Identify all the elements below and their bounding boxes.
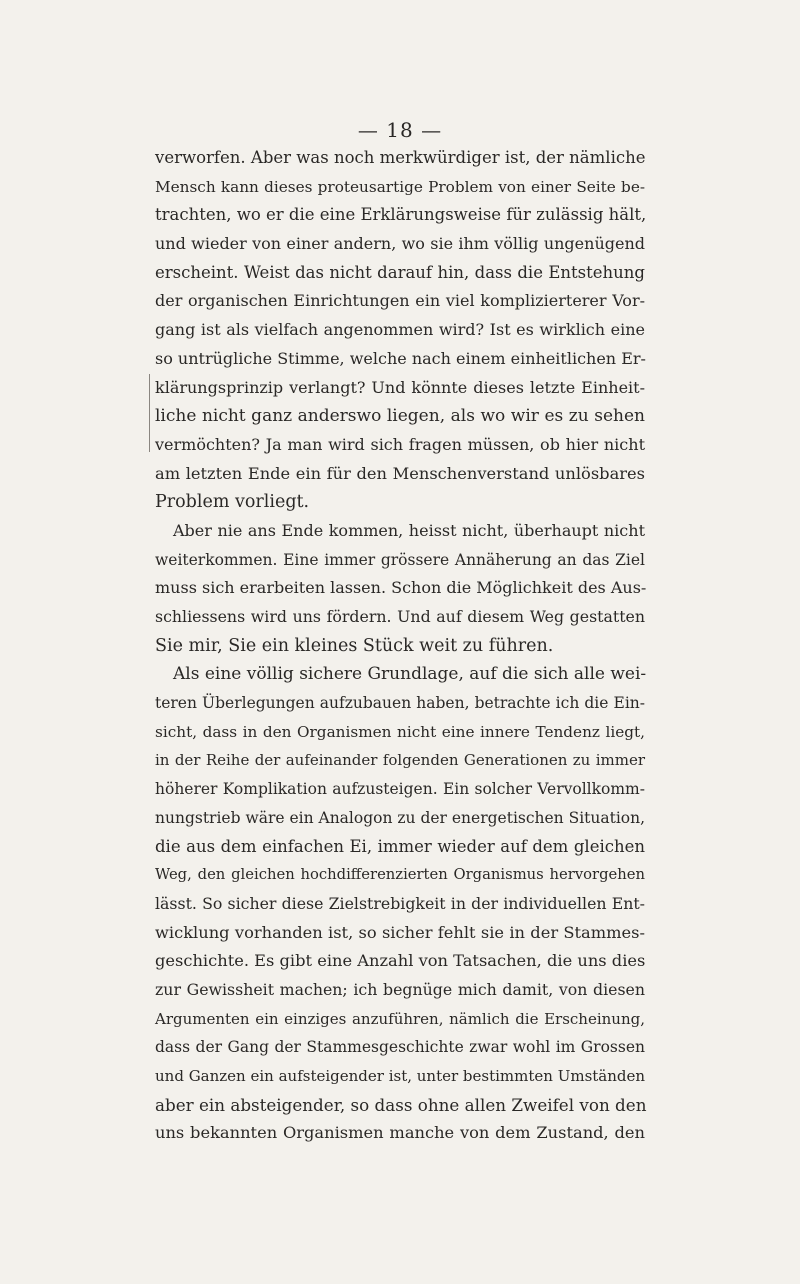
text-line: der organischen Einrichtungen ein viel komplizierterer Vor- xyxy=(155,291,645,311)
text-line: am letzten Ende ein für den Menschenverstand unlösbares xyxy=(155,463,645,483)
text-line: Argumenten ein einziges anzuführen, nämlich die Erscheinung, xyxy=(155,1009,645,1028)
text-line: höherer Komplikation aufzusteigen. Ein solcher Vervollkomm- xyxy=(155,780,645,799)
text-line: Weg, den gleichen hochdifferenzierten Organismus hervorgehen xyxy=(155,866,645,884)
text-line: die aus dem einfachen Ei, immer wieder auf dem gleichen xyxy=(155,836,645,856)
margin-pencil-mark xyxy=(149,374,150,452)
text-line: liche nicht ganz anderswo liegen, als wo wir es zu sehen xyxy=(155,406,645,427)
text-line: lässt. So sicher diese Zielstrebigkeit in der individuellen Ent- xyxy=(155,893,645,913)
text-line: und Ganzen ein aufsteigender ist, unter bestimmten Umständen xyxy=(155,1067,646,1085)
text-line: teren Überlegungen aufzubauen haben, betrachte ich die Ein- xyxy=(155,694,645,713)
text-line: vermöchten? Ja man wird sich fragen müssen, ob hier nicht xyxy=(155,434,645,454)
text-line: geschichte. Es gibt eine Anzahl von Tatsachen, die uns dies xyxy=(155,951,646,971)
text-line: erscheint. Weist das nicht darauf hin, dass die Entstehung xyxy=(155,262,645,282)
text-line: trachten, wo er die eine Erklärungsweise für zulässig hält, xyxy=(155,205,647,225)
text-line: klärungsprinzip verlangt? Und könnte dieses letzte Einheit- xyxy=(155,377,645,397)
text-line: dass der Gang der Stammesgeschichte zwar wohl im Grossen xyxy=(155,1038,645,1057)
text-line: zur Gewissheit machen; ich begnüge mich damit, von diesen xyxy=(155,979,645,999)
text-line: in der Reihe der aufeinander folgenden Generationen zu immer xyxy=(155,751,645,770)
text-line: gang ist als vielfach angenommen wird? Ist es wirklich eine xyxy=(155,320,645,340)
text-line: verworfen. Aber was noch merkwürdiger ist, der nämliche xyxy=(155,148,646,167)
text-line: Problem vorliegt. xyxy=(155,492,310,513)
text-line: schliessens wird uns fördern. Und auf diesem Weg gestatten xyxy=(155,607,645,626)
body-text xyxy=(155,144,645,1148)
text-line: aber ein absteigender, so dass ohne allen Zweifel von den xyxy=(155,1094,647,1115)
text-line: Sie mir, Sie ein kleines Stück weit zu führen. xyxy=(155,635,554,656)
text-line: so untrügliche Stimme, welche nach einem einheitlichen Er- xyxy=(155,348,646,368)
text-line: sicht, dass in den Organismen nicht eine innere Tendenz liegt, xyxy=(155,722,645,741)
text-line: und wieder von einer andern, wo sie ihm völlig ungenügend xyxy=(155,234,645,254)
text-line: Aber nie ans Ende kommen, heisst nicht, überhaupt nicht xyxy=(173,520,645,540)
text-line: Mensch kann dieses proteusartige Problem von einer Seite be- xyxy=(155,177,645,196)
text-line: Als eine völlig sichere Grundlage, auf die sich alle wei- xyxy=(173,664,647,685)
page-number: — 18 — xyxy=(357,118,443,142)
text-line: weiterkommen. Eine immer grössere Annäherung an das Ziel xyxy=(155,550,645,569)
text-line: uns bekannten Organismen manche von dem Zustand, den xyxy=(155,1123,645,1143)
text-line: nungstrieb wäre ein Analogon zu der energetischen Situation, xyxy=(155,808,646,827)
text-line: wicklung vorhanden ist, so sicher fehlt sie in der Stammes- xyxy=(155,922,645,942)
text-line: muss sich erarbeiten lassen. Schon die Möglichkeit des Aus- xyxy=(155,578,647,598)
